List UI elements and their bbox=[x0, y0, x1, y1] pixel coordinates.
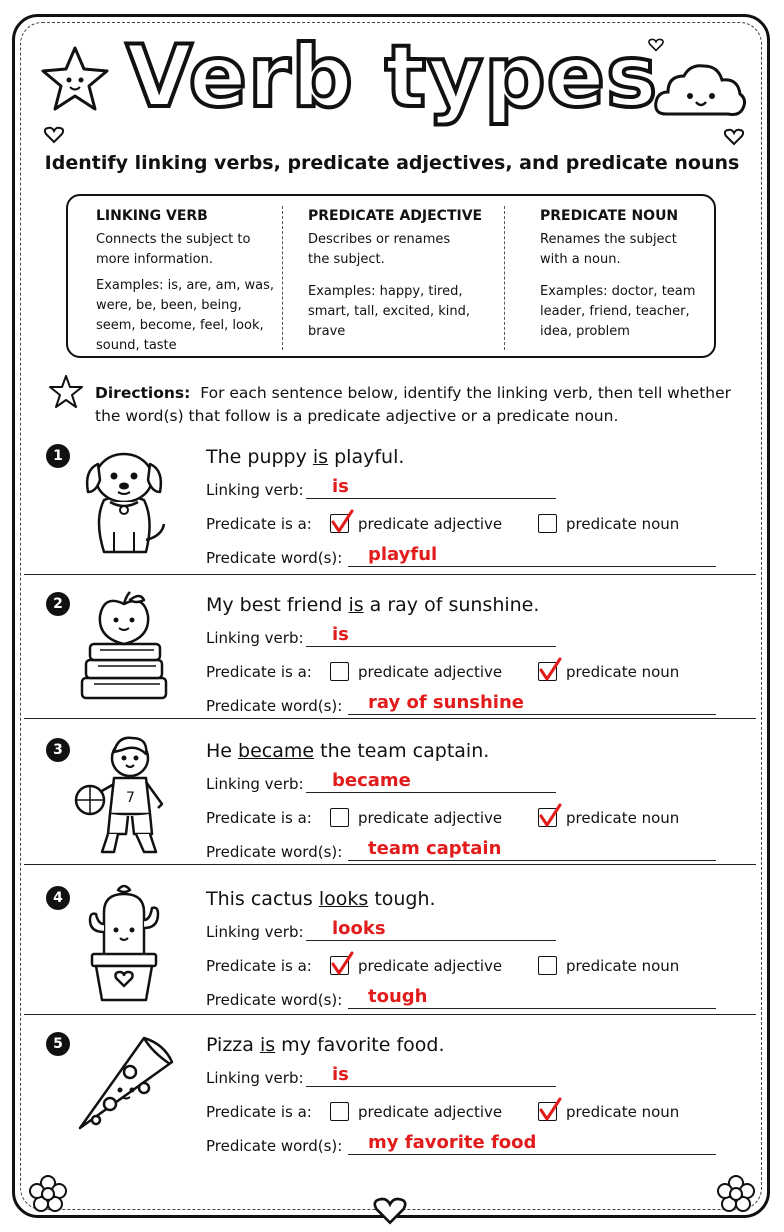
star-icon bbox=[48, 374, 84, 410]
sentence-text: the team captain. bbox=[314, 740, 490, 762]
item-divider bbox=[24, 864, 756, 865]
predicate-noun-checkbox[interactable] bbox=[538, 956, 557, 975]
linking-verb-label: Linking verb: bbox=[206, 923, 304, 941]
directions-label: Directions: bbox=[95, 384, 191, 402]
definition-heading: LINKING VERB bbox=[96, 208, 208, 224]
linking-verb-line bbox=[306, 1086, 556, 1087]
item-sentence bbox=[206, 446, 404, 468]
page-title: Verb types bbox=[125, 27, 659, 127]
cactus-icon bbox=[74, 882, 174, 1010]
predicate-type-label: Predicate is a: bbox=[206, 957, 312, 975]
item-sentence bbox=[206, 594, 539, 616]
directions-text: For each sentence below, identify the linking verb, then tell whether the word(s) that follow is a predicate adjective or a predicate noun. bbox=[95, 384, 732, 425]
linking-verb-label: Linking verb: bbox=[206, 775, 304, 793]
sentence-text: tough. bbox=[368, 888, 436, 910]
flower-icon bbox=[28, 1174, 68, 1214]
linking-verb-answer[interactable]: is bbox=[332, 476, 349, 497]
predicate-words-label: Predicate word(s): bbox=[206, 697, 343, 715]
predicate-words-line bbox=[348, 714, 716, 715]
heart-icon bbox=[372, 1196, 408, 1226]
sentence-text: playful. bbox=[328, 446, 405, 468]
definition-examples: Examples: is, are, am, was, were, be, been, being, seem, become, feel, look, sound, taste bbox=[96, 278, 275, 353]
linking-verb-line bbox=[306, 646, 556, 647]
item-sentence bbox=[206, 1034, 444, 1056]
predicate-words-answer[interactable]: my favorite food bbox=[368, 1132, 537, 1153]
definition-desc: Renames the subject with a noun. bbox=[540, 232, 677, 267]
linking-verb-label: Linking verb: bbox=[206, 1069, 304, 1087]
definition-linking-verb bbox=[96, 206, 276, 362]
page-subtitle: Identify linking verbs, predicate adjectives, and predicate nouns bbox=[44, 152, 740, 174]
sentence-text: a ray of sunshine. bbox=[363, 594, 540, 616]
predicate-words-label: Predicate word(s): bbox=[206, 991, 343, 1009]
predicate-words-answer[interactable]: playful bbox=[368, 544, 438, 565]
definition-predicate-adjective bbox=[308, 206, 488, 348]
definition-desc: Connects the subject to more information. bbox=[96, 232, 251, 267]
predicate-type-label: Predicate is a: bbox=[206, 663, 312, 681]
predicate-words-label: Predicate word(s): bbox=[206, 549, 343, 567]
linking-verb-label: Linking verb: bbox=[206, 629, 304, 647]
sentence-text: my favorite food. bbox=[275, 1034, 445, 1056]
predicate-adjective-label: predicate adjective bbox=[358, 1103, 503, 1121]
linking-verb-label: Linking verb: bbox=[206, 481, 304, 499]
item-number: 1 bbox=[46, 444, 70, 468]
definition-examples: Examples: doctor, team leader, friend, teacher, idea, problem bbox=[540, 284, 696, 339]
predicate-noun-label: predicate noun bbox=[566, 809, 680, 827]
linking-verb-line bbox=[306, 792, 556, 793]
item-divider bbox=[24, 574, 756, 575]
sentence-text: Pizza bbox=[206, 1034, 260, 1056]
predicate-words-line bbox=[348, 566, 716, 567]
flower-icon bbox=[716, 1174, 756, 1214]
sentence-verb: looks bbox=[318, 888, 369, 910]
svg-text:7: 7 bbox=[126, 790, 135, 806]
predicate-words-answer[interactable]: team captain bbox=[368, 838, 502, 859]
predicate-type-label: Predicate is a: bbox=[206, 809, 312, 827]
sentence-text: He bbox=[206, 740, 239, 762]
basketball-boy-icon bbox=[74, 734, 174, 862]
predicate-words-label: Predicate word(s): bbox=[206, 843, 343, 861]
sentence-text: The puppy bbox=[206, 446, 313, 468]
linking-verb-line bbox=[306, 498, 556, 499]
sentence-verb: is bbox=[348, 594, 364, 616]
pizza-icon bbox=[74, 1032, 174, 1146]
linking-verb-answer[interactable]: became bbox=[332, 770, 411, 791]
sentence-text: My best friend bbox=[206, 594, 349, 616]
predicate-words-answer[interactable]: tough bbox=[368, 986, 428, 1007]
predicate-noun-label: predicate noun bbox=[566, 515, 680, 533]
linking-verb-answer[interactable]: is bbox=[332, 624, 349, 645]
item-number: 2 bbox=[46, 592, 70, 616]
item-sentence bbox=[206, 888, 436, 910]
apple-books-icon bbox=[74, 588, 174, 712]
sentence-text: This cactus bbox=[206, 888, 319, 910]
predicate-type-label: Predicate is a: bbox=[206, 515, 312, 533]
predicate-words-answer[interactable]: ray of sunshine bbox=[368, 692, 524, 713]
item-number: 5 bbox=[46, 1032, 70, 1056]
predicate-noun-checkbox[interactable] bbox=[538, 808, 557, 827]
definition-examples: Examples: happy, tired, smart, tall, excited, kind, brave bbox=[308, 284, 471, 339]
predicate-noun-label: predicate noun bbox=[566, 957, 680, 975]
definition-predicate-noun bbox=[540, 206, 705, 348]
linking-verb-line bbox=[306, 940, 556, 941]
item-number: 4 bbox=[46, 886, 70, 910]
sentence-verb: became bbox=[238, 740, 315, 762]
linking-verb-answer[interactable]: is bbox=[332, 1064, 349, 1085]
predicate-words-line bbox=[348, 1154, 716, 1155]
linking-verb-answer[interactable]: looks bbox=[332, 918, 386, 939]
predicate-adjective-label: predicate adjective bbox=[358, 663, 503, 681]
predicate-words-line bbox=[348, 860, 716, 861]
predicate-type-label: Predicate is a: bbox=[206, 1103, 312, 1121]
directions bbox=[95, 382, 735, 428]
item-divider bbox=[24, 718, 756, 719]
predicate-noun-checkbox[interactable] bbox=[538, 662, 557, 681]
predicate-adjective-checkbox[interactable] bbox=[330, 662, 349, 681]
predicate-words-line bbox=[348, 1008, 716, 1009]
predicate-adjective-label: predicate adjective bbox=[358, 515, 503, 533]
definition-desc: Describes or renames the subject. bbox=[308, 232, 451, 267]
sentence-verb: is bbox=[259, 1034, 276, 1056]
item-divider bbox=[24, 1014, 756, 1015]
predicate-noun-label: predicate noun bbox=[566, 663, 680, 681]
column-divider bbox=[282, 206, 283, 350]
column-divider bbox=[504, 206, 505, 350]
definitions-box bbox=[66, 194, 716, 358]
item-number: 3 bbox=[46, 738, 70, 762]
sentence-verb: is bbox=[312, 446, 329, 468]
predicate-adjective-label: predicate adjective bbox=[358, 957, 503, 975]
predicate-adjective-label: predicate adjective bbox=[358, 809, 503, 827]
predicate-noun-checkbox[interactable] bbox=[538, 514, 557, 533]
predicate-adjective-checkbox[interactable] bbox=[330, 808, 349, 827]
predicate-words-label: Predicate word(s): bbox=[206, 1137, 343, 1155]
puppy-icon bbox=[74, 440, 174, 564]
predicate-noun-label: predicate noun bbox=[566, 1103, 680, 1121]
predicate-adjective-checkbox[interactable] bbox=[330, 956, 349, 975]
predicate-noun-checkbox[interactable] bbox=[538, 1102, 557, 1121]
definition-heading: PREDICATE NOUN bbox=[540, 208, 679, 224]
predicate-adjective-checkbox[interactable] bbox=[330, 1102, 349, 1121]
definition-heading: PREDICATE ADJECTIVE bbox=[308, 208, 483, 224]
predicate-adjective-checkbox[interactable] bbox=[330, 514, 349, 533]
item-sentence bbox=[206, 740, 489, 762]
